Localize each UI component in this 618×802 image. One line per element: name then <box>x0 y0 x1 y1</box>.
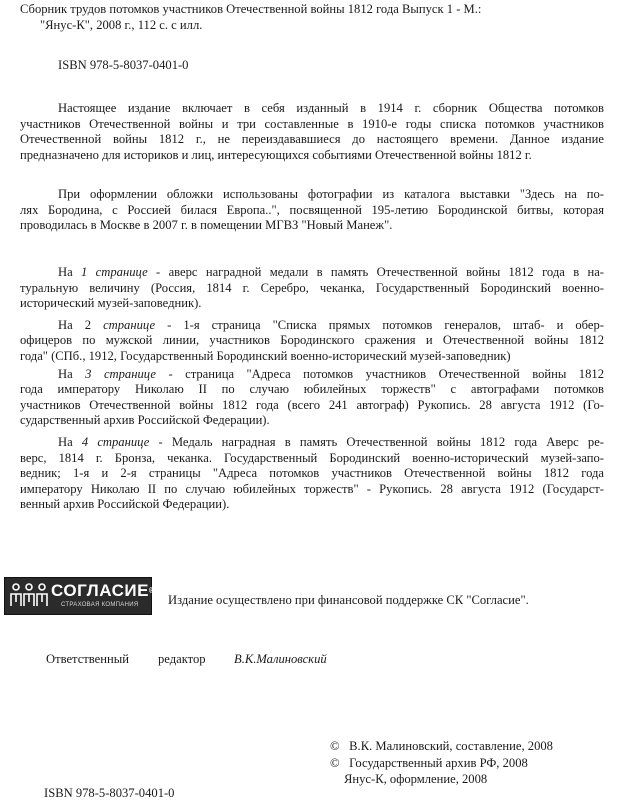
editor-role-word-2: редактор <box>158 652 206 666</box>
illustration-notes <box>20 265 604 519</box>
note-prefix: На 2 <box>58 317 92 332</box>
note-text: - страница "Адреса потомков участников Отечественной войны 1812 <box>155 366 604 381</box>
note-text: - Медаль наградная в память Отечественной войны 1812 года Аверс ре- <box>149 434 604 449</box>
intro-line-1: Настоящее издание включает в себя изданный в 1914 г. сборник Общества потомков <box>58 101 604 115</box>
note-line-last: года" (СПб., 1912, Государственный Бородинский военно-исторический музей-заповедник) <box>20 348 511 363</box>
note-line: ведник; 1-я и 2-я страницы "Адреса потомков участников Отечественной войны 1812 года <box>20 466 604 481</box>
note-line-last: исторический музей-заповедник). <box>20 296 202 311</box>
intro-line-2: участников Отечественной войны и три составленные в 1910-е годы списка потомков участников <box>20 116 604 131</box>
isbn-bottom: ISBN 978-5-8037-0401-0 <box>44 786 175 800</box>
editor-name: В.К.Малиновский <box>234 652 327 666</box>
editor-role-word-1: Ответственный <box>46 652 129 666</box>
note-text: - 1-я страница "Списка прямых потомков генералов, штаб- и обер- <box>155 317 604 332</box>
people-chain-icon <box>9 582 49 608</box>
header-line-1: Сборник трудов потомков участников Отечественной войны 1812 года Выпуск 1 - М.: <box>20 2 482 16</box>
note-page-1 <box>20 265 604 312</box>
responsible-editor <box>46 652 327 668</box>
note-line: года императору Николаю II по случаю юбилейных торжеств" с автографами потомков <box>20 382 604 397</box>
note-page-ref: 1 странице <box>81 265 148 279</box>
note-prefix: На <box>58 434 73 449</box>
logo-wordmark-text: СОГЛАСИЕ <box>51 581 149 600</box>
header-bibliographic-record <box>20 2 618 33</box>
copyright-icon: © <box>330 739 340 753</box>
note-line: туральную величину (Россия, 1814 г. Серебро, чеканка, Государственный Бородинский военно- <box>20 280 604 295</box>
intro-paragraph <box>20 101 604 163</box>
note-line: офицеров по мужской линии, участников Бородинского сражения и Отечественной войны 1812 <box>20 333 604 348</box>
cover-note-line-2: лях Бородина, с Россией билася Европа..", посвященной 195-летию Бородинской битвы, которая <box>20 202 604 217</box>
note-page-2 <box>20 318 604 365</box>
copyright-line-3: Янус-К, оформление, 2008 <box>344 772 488 786</box>
note-line <box>20 435 604 451</box>
copyright-text: В.К. Малиновский, составление, 2008 <box>349 739 553 753</box>
note-page-4 <box>20 435 604 513</box>
copyright-line-1 <box>330 738 553 755</box>
logo-tagline: СТРАХОВАЯ КОМПАНИЯ <box>61 602 139 608</box>
cover-note-paragraph <box>20 187 604 234</box>
copyright-line-2 <box>330 755 553 772</box>
note-text: - аверс наградной медали в память Отечественной войны 1812 года в на- <box>147 265 605 279</box>
note-line: императору Николаю II по случаю юбилейных торжеств" - Рукопись. 28 августа 1912 (Государст- <box>20 481 604 496</box>
note-line-last: венный архив Российской Федерации). <box>20 497 230 512</box>
note-line <box>20 367 604 383</box>
header-line-2: "Янус-К", 2008 г., 112 с. с илл. <box>40 17 203 32</box>
note-line-last: сударственный архив Российской Федерации). <box>20 413 270 428</box>
note-line <box>20 265 604 281</box>
note-page-ref: странице <box>103 317 156 332</box>
note-prefix: На <box>58 265 73 279</box>
copyright-block <box>330 738 553 788</box>
intro-line-3: Отечественной войны 1812 г., не переиздававшиеся до настоящего времени. Данное издание <box>20 132 604 147</box>
sponsor-note: Издание осуществлено при финансовой поддержке СК "Согласие". <box>168 593 529 607</box>
note-line <box>20 318 604 334</box>
cover-note-line-3: проводилась в Москве в 2007 г. в помещении МГВЗ "Новый Манеж". <box>20 218 393 233</box>
intro-line-4: предназначено для историков и лиц, интересующихся событиями Отечественной войны 1812 г. <box>20 147 532 162</box>
note-page-ref: 3 странице <box>85 366 156 381</box>
logo-registered-mark: ® <box>148 586 156 595</box>
isbn-top: ISBN 978-5-8037-0401-0 <box>58 58 189 72</box>
note-page-3 <box>20 367 604 429</box>
soglasie-logo <box>4 577 156 615</box>
note-line: участников Отечественной войны 1812 года (всего 241 автограф) Рукопись. 28 августа 1912 (Го- <box>20 397 604 412</box>
logo-wordmark <box>51 581 155 601</box>
cover-note-line-1: При оформлении обложки использованы фотографии из каталога выставки "Здесь на по- <box>58 187 604 201</box>
copyright-icon: © <box>330 755 340 770</box>
note-prefix: На <box>58 366 73 381</box>
copyright-text: Государственный архив РФ, 2008 <box>349 755 528 770</box>
note-line: верс, 1814 г. Бронза, чеканка. Государственный Бородинский военно-исторический музей-запо- <box>20 450 604 465</box>
note-page-ref: 4 странице <box>81 434 150 449</box>
